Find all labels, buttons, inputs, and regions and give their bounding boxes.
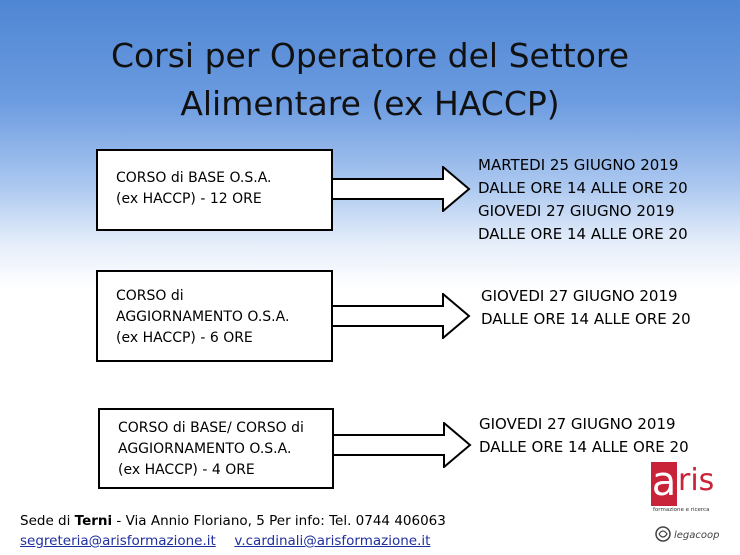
arrow-icon: [331, 293, 471, 339]
arrow-icon: [331, 166, 471, 212]
sede-prefix: Sede di: [20, 513, 75, 529]
course-box-line: (ex HACCP) - 6 ORE: [116, 330, 253, 346]
legacoop-logo: [654, 524, 724, 544]
course-schedule-aggiornamento: [481, 285, 691, 331]
course-box-line: (ex HACCP) - 4 ORE: [118, 462, 255, 478]
sede-address: - Via Annio Floriano, 5 Per info: Tel. 0744 406063: [112, 513, 446, 529]
schedule-line: GIOVEDI 27 GIUGNO 2019: [481, 287, 678, 305]
course-box-line: AGGIORNAMENTO O.S.A.: [116, 309, 290, 325]
title-line-1: Corsi per Operatore del Settore: [110, 36, 630, 75]
footer-address: [20, 513, 446, 529]
schedule-line: DALLE ORE 14 ALLE ORE 20: [479, 438, 689, 456]
sede-city: Terni: [74, 513, 113, 529]
logo-tagline: formazione e ricerca: [653, 507, 710, 513]
schedule-line: DALLE ORE 14 ALLE ORE 20: [481, 310, 691, 328]
course-box-line: AGGIORNAMENTO O.S.A.: [118, 441, 292, 457]
schedule-line: GIOVEDI 27 GIUGNO 2019: [479, 415, 676, 433]
course-box-line: CORSO di BASE O.S.A.: [116, 170, 272, 186]
aris-logo: [651, 459, 723, 520]
schedule-line: GIOVEDI 27 GIUGNO 2019: [478, 202, 675, 220]
course-box-line: (ex HACCP) - 12 ORE: [116, 191, 262, 207]
course-box-aggiornamento: [96, 270, 333, 362]
schedule-line: MARTEDI 25 GIUGNO 2019: [478, 156, 679, 174]
email-link-cardinali[interactable]: v.cardinali@arisformazione.it: [234, 533, 431, 549]
schedule-line: DALLE ORE 14 ALLE ORE 20: [478, 225, 688, 243]
page-title: [0, 32, 740, 128]
title-line-2: Alimentare (ex HACCP): [180, 84, 560, 123]
course-schedule-base: [478, 154, 688, 246]
course-box-line: CORSO di: [116, 288, 184, 304]
arrow-icon: [332, 422, 472, 468]
course-box-base-aggiornamento: [98, 408, 334, 489]
logo-letter: a: [651, 459, 677, 505]
course-schedule-base-aggiornamento: [479, 413, 689, 459]
footer-contacts: [20, 533, 430, 549]
schedule-line: DALLE ORE 14 ALLE ORE 20: [478, 179, 688, 197]
course-box-base: [96, 149, 333, 231]
course-box-line: CORSO di BASE/ CORSO di: [118, 420, 304, 436]
legacoop-text: legacoop: [674, 530, 720, 541]
email-link-segreteria[interactable]: segreteria@arisformazione.it: [20, 533, 216, 549]
logo-name: ris: [678, 463, 715, 498]
